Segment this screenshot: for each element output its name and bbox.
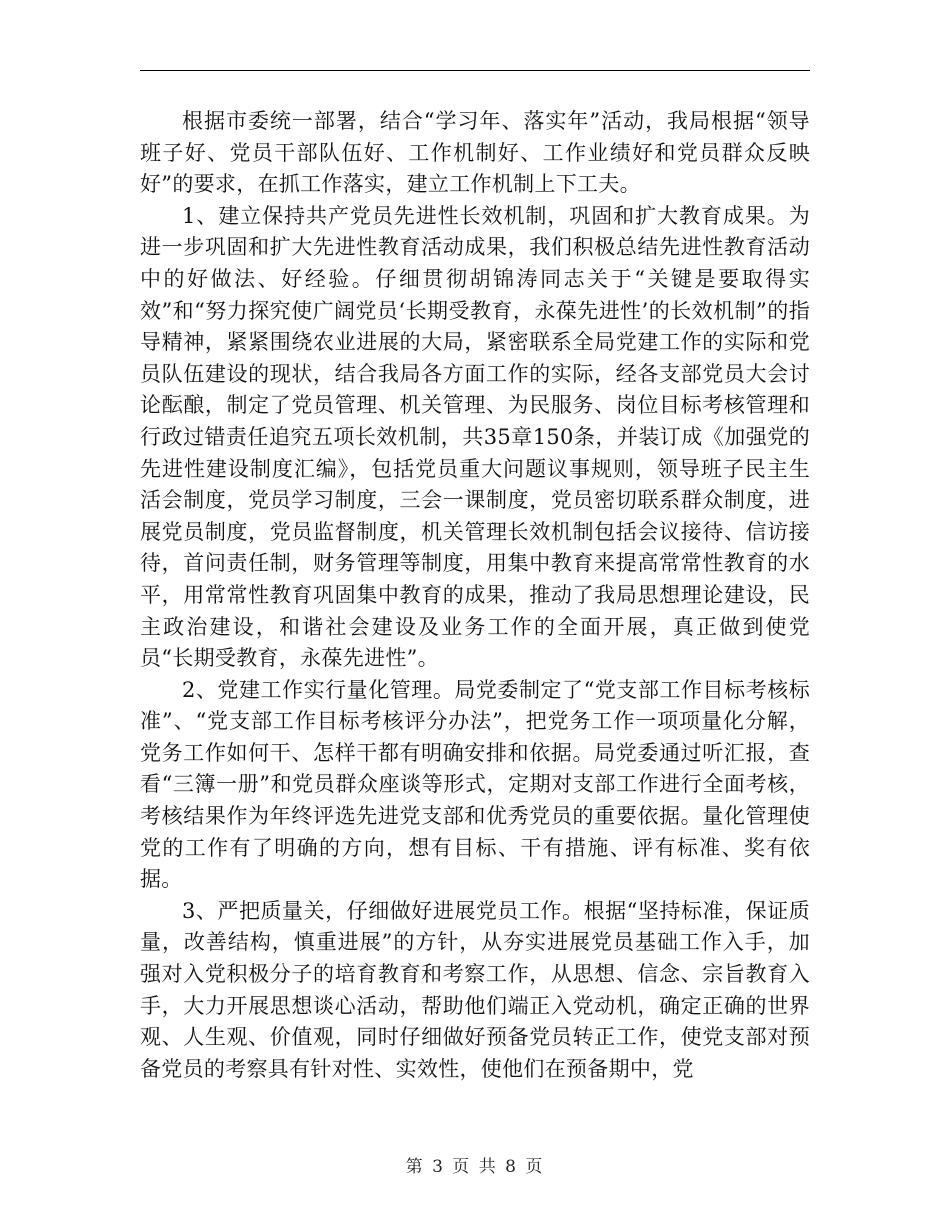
document-body xyxy=(140,106,810,1085)
paragraph-item-3: 3、严把质量关，仔细做好进展党员工作。根据“坚持标准，保证质量，改善结构，慎重进展”的方针，从夯实进展党员基础工作入手，加强对入党积极分子的培育教育和考察工作，从思想、信念、宗旨教育入手，大力开展思想谈心活动，帮助他们端正入党动机，确定正确的世界观、人生观、价值观，同时仔细做好预备党员转正工作，使党支部对预备党员的考察具有针对性、实效性，使他们在预备期中，党 xyxy=(140,898,810,1081)
paragraph-item-1: 1、建立保持共产党员先进性长效机制，巩固和扩大教育成果。为进一步巩固和扩大先进性教育活动成果，我们积极总结先进性教育活动中的好做法、好经验。仔细贯彻胡锦涛同志关于“关键是要取得实效”和“努力探究使广阔党员‘长期受教育，永葆先进性’的长效机制”的指导精神，紧紧围绕农业进展的大局，紧密联系全局党建工作的实际和党员队伍建设的现状，结合我局各方面工作的实际，经各支部党员大会讨论酝酿，制定了党员管理、机关管理、为民服务、岗位目标考核管理和行政过错责任追究五项长效机制，共35章150条，并装订成《加强党的先进性建设制度汇编》，包括党员重大问题议事规则，领导班子民主生活会制度，党员学习制度，三会一课制度，党员密切联系群众制度，进展党员制度，党员监督制度，机关管理长效机制包括会议接待、信访接待，首问责任制，财务管理等制度，用集中教育来提高常常性教育的水平，用常常性教育巩固集中教育的成果，推动了我局思想理论建设，民主政治建设，和谐社会建设及业务工作的全面开展，真正做到使党员“长期受教育，永葆先进性”。 xyxy=(140,203,810,671)
paragraph-intro: 根据市委统一部署，结合“学习年、落实年”活动，我局根据“领导班子好、党员干部队伍好、工作机制好、工作业绩好和党员群众反映好”的要求，在抓工作落实，建立工作机制上下工夫。 xyxy=(140,109,810,197)
page-number: 第 3 页 共 8 页 xyxy=(405,1157,545,1177)
paragraph-item-2: 2、党建工作实行量化管理。局党委制定了“党支部工作目标考核标准”、“党支部工作目标考核评分办法”，把党务工作一项项量化分解，党务工作如何干、怎样干都有明确安排和依据。局党委通过听汇报，查看“三簿一册”和党员群众座谈等形式，定期对支部工作进行全面考核，考核结果作为年终评选先进党支部和优秀党员的重要依据。量化管理使党的工作有了明确的方向，想有目标、干有措施、评有标准、奖有依据。 xyxy=(140,677,810,892)
header-rule xyxy=(140,70,810,71)
